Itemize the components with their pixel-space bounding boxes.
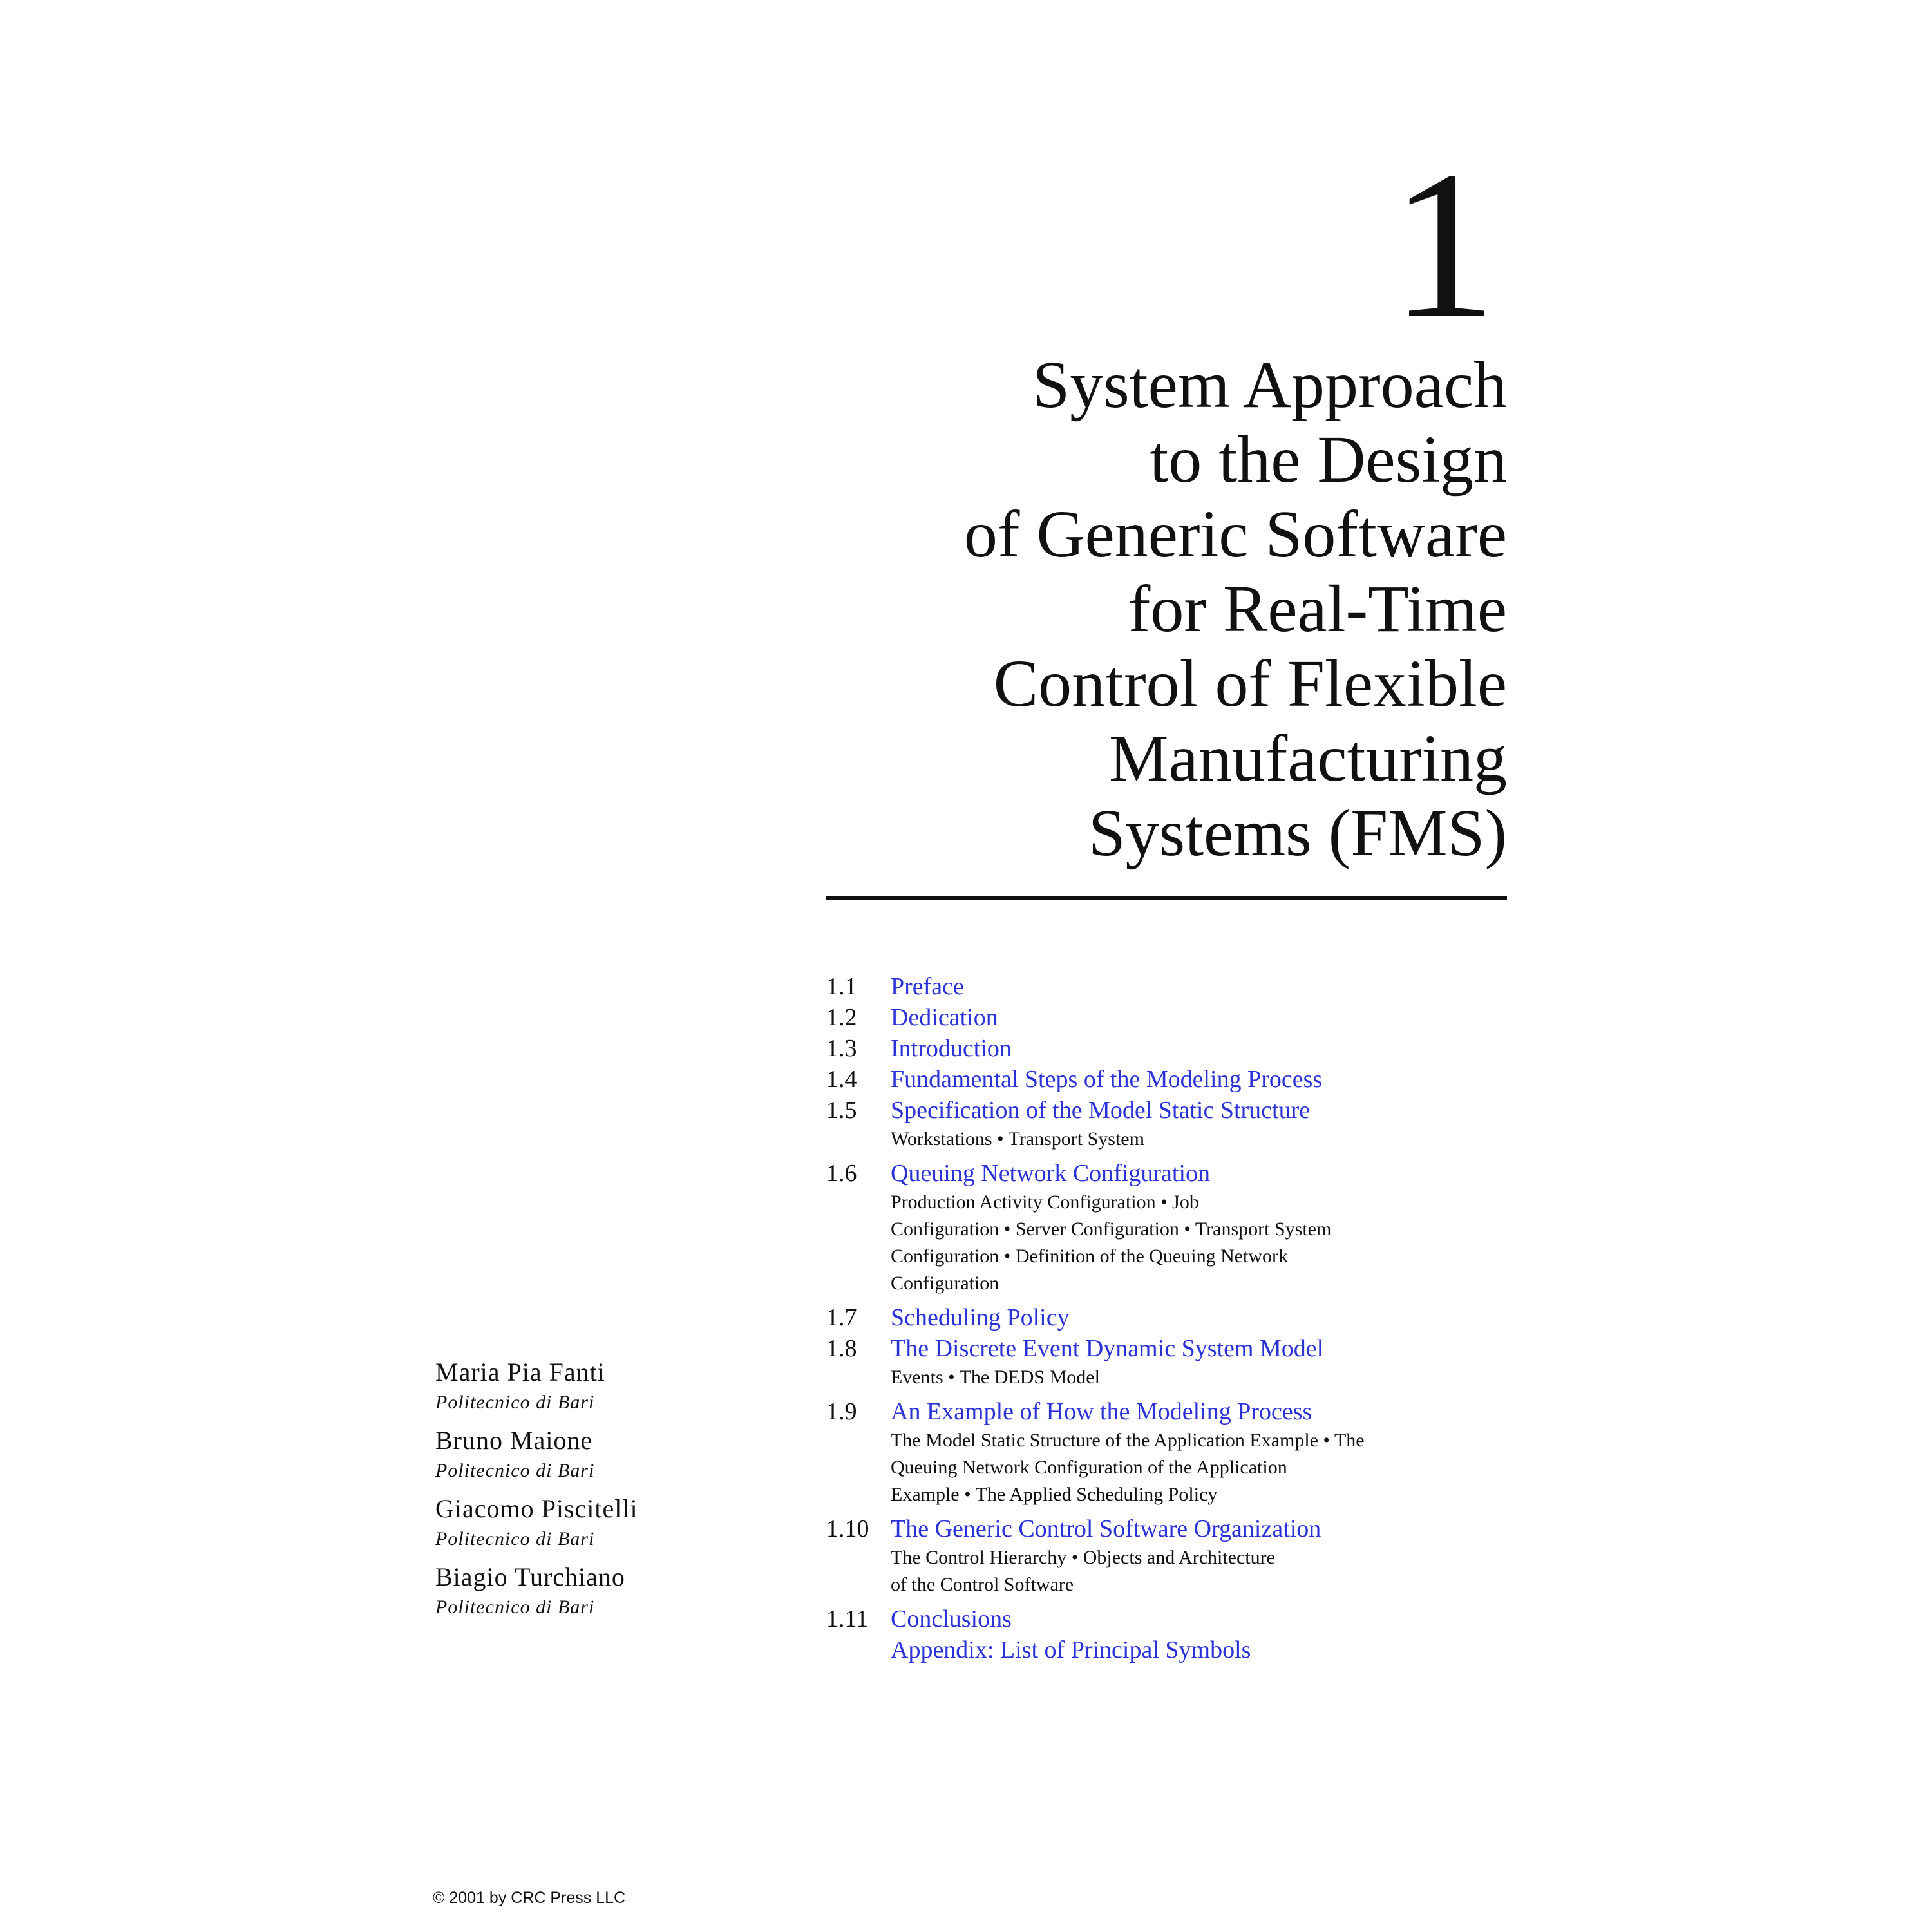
toc-entry-body: [891, 1513, 1507, 1604]
author-name: Biagio Turchiano: [435, 1562, 625, 1591]
toc-entry-body: [891, 1095, 1507, 1158]
author-list: [435, 1356, 796, 1629]
chapter-title: [734, 348, 1507, 871]
toc-link-fundamental-steps[interactable]: Fundamental Steps of the Modeling Process: [891, 1066, 1323, 1093]
toc-subsection-line: Workstations • Transport System: [891, 1128, 1144, 1150]
toc-entry-number: 1.10: [826, 1515, 869, 1542]
copyright-notice: © 2001 by CRC Press LLC: [433, 1889, 626, 1907]
toc-entry-number: 1.11: [826, 1605, 869, 1633]
toc-entry: [826, 1095, 1507, 1158]
author-affiliation: Politecnico di Bari: [435, 1460, 595, 1481]
title-divider: [826, 896, 1507, 900]
toc-link-deds-model[interactable]: The Discrete Event Dynamic System Model: [891, 1335, 1324, 1362]
toc-entry-number: 1.3: [826, 1035, 857, 1062]
toc-subsection-line: Production Activity Configuration • Job: [891, 1191, 1199, 1213]
toc-entry: [826, 971, 1507, 1002]
toc-entry: [826, 1302, 1507, 1333]
author: [435, 1356, 796, 1417]
toc-subsection-line: Queuing Network Configuration of the Application: [891, 1457, 1287, 1478]
toc-entry-number: 1.4: [826, 1066, 857, 1093]
toc-entry-number: 1.6: [826, 1160, 857, 1187]
toc-link-dedication[interactable]: Dedication: [891, 1004, 998, 1031]
chapter-title-line: Systems (FMS): [1088, 796, 1507, 870]
toc-entry-number: 1.2: [826, 1004, 857, 1031]
toc-subsection-line: of the Control Software: [891, 1574, 1074, 1595]
chapter-title-line: Manufacturing: [1108, 721, 1507, 795]
toc-link-control-software[interactable]: The Generic Control Software Organization: [891, 1515, 1321, 1542]
toc-subsections: [891, 1189, 1507, 1297]
toc-link-scheduling-policy[interactable]: Scheduling Policy: [891, 1304, 1070, 1331]
toc-entry-body: [891, 1333, 1507, 1396]
author-affiliation: Politecnico di Bari: [435, 1528, 595, 1549]
toc-entry-body: [891, 1002, 1507, 1033]
author: [435, 1425, 796, 1485]
toc-link-preface[interactable]: Preface: [891, 973, 964, 1000]
toc-link-static-structure[interactable]: Specification of the Model Static Structure: [891, 1097, 1311, 1124]
toc-entry: [826, 1604, 1507, 1634]
toc-entry-body: [891, 1033, 1507, 1064]
toc-subsections: [891, 1364, 1507, 1391]
toc-link-introduction[interactable]: Introduction: [891, 1035, 1012, 1062]
toc-subsections: [891, 1126, 1507, 1153]
toc-entry: [826, 1333, 1507, 1396]
toc-entry: [826, 1513, 1507, 1604]
toc-subsection-line: The Model Static Structure of the Application Example • The: [891, 1430, 1365, 1451]
author-name: Giacomo Piscitelli: [435, 1494, 638, 1523]
toc-link-conclusions[interactable]: Conclusions: [891, 1605, 1012, 1633]
toc-entry-number: 1.5: [826, 1097, 857, 1124]
chapter-title-line: for Real-Time: [1128, 572, 1507, 646]
toc-subsection-line: The Control Hierarchy • Objects and Architecture: [891, 1547, 1275, 1568]
toc-entry: [826, 1002, 1507, 1033]
toc-entry-body: [891, 1302, 1507, 1333]
author-affiliation: Politecnico di Bari: [435, 1392, 595, 1413]
author: [435, 1493, 796, 1553]
toc-entry: [826, 1396, 1507, 1513]
author: [435, 1561, 796, 1622]
chapter-title-line: Control of Flexible: [993, 647, 1507, 721]
chapter-title-line: to the Design: [1150, 422, 1507, 497]
toc-entry: [826, 1158, 1507, 1302]
toc-entry-number: 1.9: [826, 1398, 857, 1425]
author-name: Bruno Maione: [435, 1426, 593, 1455]
toc-link-example[interactable]: An Example of How the Modeling Process: [891, 1398, 1312, 1425]
toc-entry-number: 1.8: [826, 1335, 857, 1362]
table-of-contents: [826, 971, 1507, 1665]
author-name: Maria Pia Fanti: [435, 1358, 605, 1387]
toc-subsection-line: Configuration • Definition of the Queuing Network: [891, 1245, 1289, 1267]
toc-entry-body: [891, 971, 1507, 1002]
toc-entry-body: [891, 1064, 1507, 1095]
toc-entry-body: [891, 1158, 1507, 1302]
toc-entry-body: [891, 1396, 1507, 1513]
toc-entry-body: [891, 1604, 1507, 1634]
toc-subsection-line: Configuration • Server Configuration • Transport System: [891, 1218, 1332, 1240]
toc-subsection-line: Configuration: [891, 1273, 999, 1294]
toc-link-appendix[interactable]: Appendix: List of Principal Symbols: [891, 1636, 1251, 1663]
toc-entry-number: 1.7: [826, 1304, 857, 1331]
toc-subsection-line: Events • The DEDS Model: [891, 1367, 1100, 1388]
author-affiliation: Politecnico di Bari: [435, 1596, 595, 1618]
toc-subsections: [891, 1427, 1507, 1508]
toc-entry: [826, 1064, 1507, 1095]
toc-link-queuing-network[interactable]: Queuing Network Configuration: [891, 1160, 1211, 1187]
chapter-title-line: of Generic Software: [963, 497, 1507, 571]
toc-entry-number: 1.1: [826, 973, 857, 1000]
toc-entry: [826, 1634, 1507, 1665]
toc-entry: [826, 1033, 1507, 1064]
toc-entry-body: [891, 1634, 1507, 1665]
toc-subsections: [891, 1544, 1507, 1598]
chapter-number: 1: [1390, 128, 1497, 363]
toc-subsection-line: Example • The Applied Scheduling Policy: [891, 1484, 1218, 1505]
chapter-title-line: System Approach: [1032, 348, 1507, 422]
